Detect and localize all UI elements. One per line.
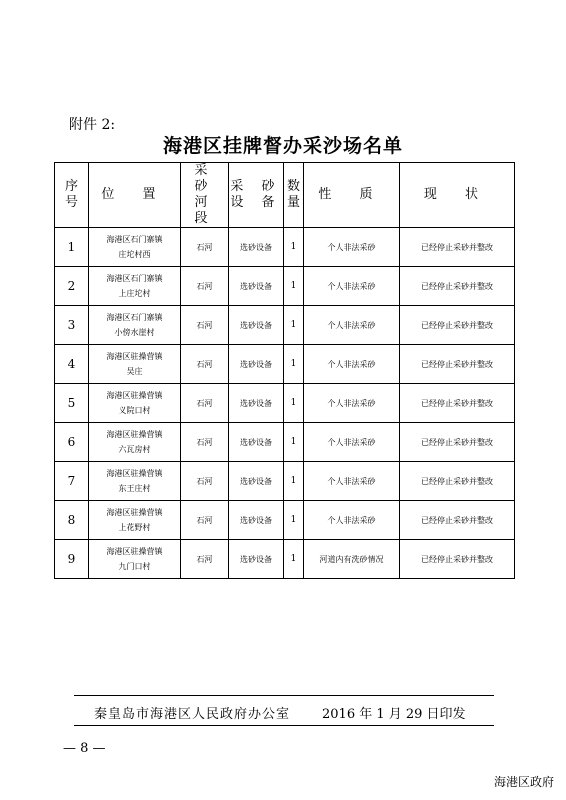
row-nature: 个人非法采砂 xyxy=(304,384,400,423)
header-section-line2: 河 段 xyxy=(194,195,215,226)
issue-date: 2016 年 1 月 29 日印发 xyxy=(322,707,466,722)
row-quantity: 1 xyxy=(284,501,304,540)
row-equipment: 选砂设备 xyxy=(229,462,284,501)
watermark: 海港区政府 xyxy=(493,775,554,789)
table-row xyxy=(55,384,515,423)
row-status: 已经停止采砂并整改 xyxy=(400,267,515,306)
table-header-row xyxy=(55,163,515,228)
header-quantity-line2: 量 xyxy=(286,195,300,210)
row-number: 4 xyxy=(55,345,89,384)
row-status: 已经停止采砂并整改 xyxy=(400,423,515,462)
row-quantity: 1 xyxy=(284,423,304,462)
row-location xyxy=(89,384,181,423)
row-nature: 个人非法采砂 xyxy=(304,345,400,384)
footer-divider-top xyxy=(74,695,494,696)
row-status: 已经停止采砂并整改 xyxy=(400,345,515,384)
row-section: 石河 xyxy=(181,345,229,384)
header-equipment-line2: 设 备 xyxy=(230,195,282,210)
header-quantity xyxy=(284,163,304,228)
row-number: 5 xyxy=(55,384,89,423)
header-section-line1: 采 砂 xyxy=(194,163,215,194)
row-location-line1: 海港区石门寨镇 xyxy=(106,235,163,244)
row-location-line2: 九门口村 xyxy=(118,562,151,571)
row-section: 石河 xyxy=(181,228,229,267)
table-row xyxy=(55,345,515,384)
row-status: 已经停止采砂并整改 xyxy=(400,462,515,501)
table-row xyxy=(55,267,515,306)
issuing-office: 秦皇岛市海港区人民政府办公室 xyxy=(94,707,291,722)
row-location xyxy=(89,267,181,306)
row-location xyxy=(89,423,181,462)
row-location-line2: 小傍水崖村 xyxy=(114,328,155,337)
row-location xyxy=(89,462,181,501)
row-quantity: 1 xyxy=(284,228,304,267)
row-section: 石河 xyxy=(181,540,229,579)
table-row xyxy=(55,423,515,462)
table-row xyxy=(55,501,515,540)
row-equipment: 选砂设备 xyxy=(229,228,284,267)
attachment-label: 附件 2: xyxy=(69,117,116,133)
row-nature: 个人非法采砂 xyxy=(304,306,400,345)
sand-site-table xyxy=(54,162,515,579)
row-section: 石河 xyxy=(181,462,229,501)
row-nature: 个人非法采砂 xyxy=(304,462,400,501)
row-location-line2: 义院口村 xyxy=(118,406,151,415)
row-equipment: 选砂设备 xyxy=(229,345,284,384)
row-location-line1: 海港区驻操营镇 xyxy=(106,547,163,556)
row-section: 石河 xyxy=(181,267,229,306)
row-status: 已经停止采砂并整改 xyxy=(400,501,515,540)
row-location-line2: 东王庄村 xyxy=(118,484,151,493)
row-quantity: 1 xyxy=(284,384,304,423)
row-location-line1: 海港区驻操营镇 xyxy=(106,391,163,400)
row-location xyxy=(89,228,181,267)
row-nature: 个人非法采砂 xyxy=(304,423,400,462)
row-nature: 个人非法采砂 xyxy=(304,267,400,306)
row-equipment: 选砂设备 xyxy=(229,306,284,345)
row-nature: 个人非法采砂 xyxy=(304,501,400,540)
row-status: 已经停止采砂并整改 xyxy=(400,228,515,267)
row-number: 3 xyxy=(55,306,89,345)
header-status: 现 状 xyxy=(400,163,515,228)
row-status: 已经停止采砂并整改 xyxy=(400,540,515,579)
row-section: 石河 xyxy=(181,501,229,540)
row-section: 石河 xyxy=(181,423,229,462)
row-equipment: 选砂设备 xyxy=(229,384,284,423)
row-section: 石河 xyxy=(181,306,229,345)
row-number: 1 xyxy=(55,228,89,267)
row-nature: 个人非法采砂 xyxy=(304,228,400,267)
header-seq-line2: 号 xyxy=(64,195,78,210)
row-location-line2: 吴庄 xyxy=(126,367,143,376)
row-status: 已经停止采砂并整改 xyxy=(400,384,515,423)
header-nature: 性 质 xyxy=(304,163,400,228)
row-quantity: 1 xyxy=(284,267,304,306)
row-equipment: 选砂设备 xyxy=(229,423,284,462)
header-seq-line1: 序 xyxy=(64,179,78,194)
row-location-line1: 海港区石门寨镇 xyxy=(106,274,163,283)
page-number: — 8 — xyxy=(63,741,106,756)
row-number: 7 xyxy=(55,462,89,501)
row-quantity: 1 xyxy=(284,540,304,579)
row-nature: 河道内有洗砂情况 xyxy=(304,540,400,579)
footer-divider-bottom xyxy=(74,725,494,726)
row-location xyxy=(89,540,181,579)
row-location-line2: 六瓦房村 xyxy=(118,445,151,454)
document-title: 海港区挂牌督办采沙场名单 xyxy=(162,135,403,157)
header-equipment-line1: 采 砂 xyxy=(230,179,282,194)
row-location-line2: 上花野村 xyxy=(118,523,151,532)
row-status: 已经停止采砂并整改 xyxy=(400,306,515,345)
row-location-line1: 海港区石门寨镇 xyxy=(106,313,163,322)
header-seq xyxy=(55,163,89,228)
row-quantity: 1 xyxy=(284,345,304,384)
header-equipment xyxy=(229,163,284,228)
row-section: 石河 xyxy=(181,384,229,423)
row-equipment: 选砂设备 xyxy=(229,267,284,306)
row-quantity: 1 xyxy=(284,462,304,501)
row-equipment: 选砂设备 xyxy=(229,540,284,579)
row-location-line1: 海港区驻操营镇 xyxy=(106,352,163,361)
row-location-line1: 海港区驻操营镇 xyxy=(106,430,163,439)
header-quantity-line1: 数 xyxy=(286,179,300,194)
header-section xyxy=(181,163,229,228)
row-number: 9 xyxy=(55,540,89,579)
row-location xyxy=(89,345,181,384)
row-location-line1: 海港区驻操营镇 xyxy=(106,469,163,478)
row-quantity: 1 xyxy=(284,306,304,345)
table-row xyxy=(55,540,515,579)
header-location: 位 置 xyxy=(89,163,181,228)
row-number: 6 xyxy=(55,423,89,462)
table-row xyxy=(55,462,515,501)
table-row xyxy=(55,228,515,267)
row-location-line2: 庄坨村西 xyxy=(118,250,151,259)
row-number: 8 xyxy=(55,501,89,540)
row-location xyxy=(89,306,181,345)
table-body xyxy=(55,228,515,579)
row-number: 2 xyxy=(55,267,89,306)
row-location xyxy=(89,501,181,540)
row-location-line1: 海港区驻操营镇 xyxy=(106,508,163,517)
row-location-line2: 上庄坨村 xyxy=(118,289,151,298)
row-equipment: 选砂设备 xyxy=(229,501,284,540)
table-row xyxy=(55,306,515,345)
